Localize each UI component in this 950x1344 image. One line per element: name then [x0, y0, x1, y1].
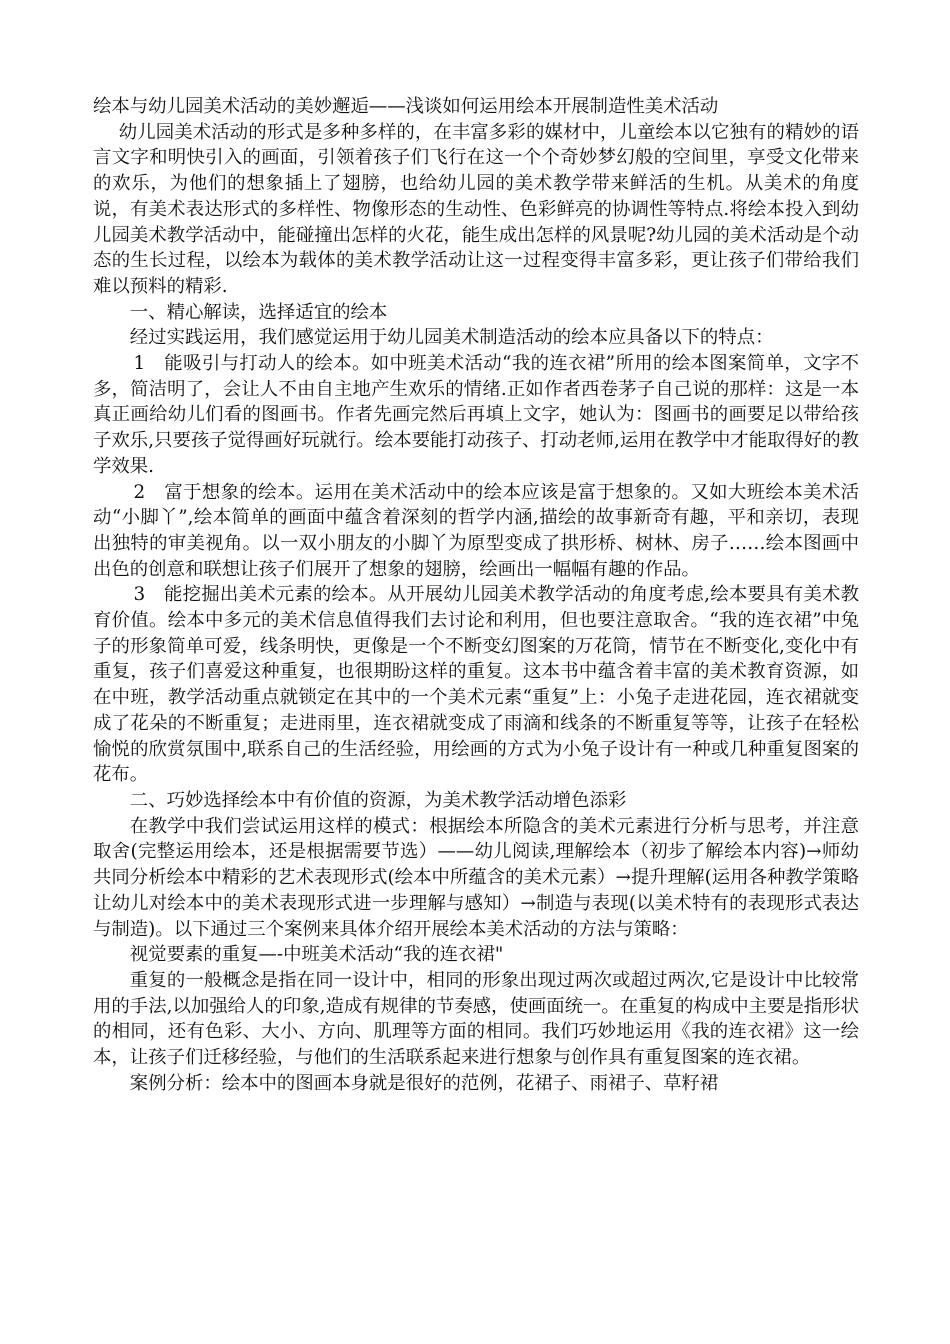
document-page	[93, 94, 859, 1096]
paragraph-point-1: 1 能吸引与打动人的绘本。如中班美术活动“我的连衣裙”所用的绘本图案简单，文字不多，简洁明了，会让人不由自主地产生欢乐的情绪.正如作者西卷茅子自己说的那样：这是一本真正画给幼儿们看的图画书。作者先画完然后再填上文字，她认为：图画书的画要足以带给孩子欢乐,只要孩子觉得画好玩就行。绘本要能打动孩子、打动老师,运用在教学中才能取得好的教学效果.	[93, 353, 859, 477]
paragraph-teaching-model: 在教学中我们尝试运用这样的模式：根据绘本所隐含的美术元素进行分析与思考，并注意取舍(完整运用绘本，还是根据需要节选）——幼儿阅读,理解绘本（初步了解绘本内容)→师幼共同分析绘本中精彩的艺术表现形式(绘本中所蕴含的美术元素）→提升理解(运用各种教学策略让幼儿对绘本中的美术表现形式进一步理解与感知）→制造与表现(以美术特有的表现形式表达与制造)。以下通过三个案例来具体介绍开展绘本美术活动的方法与策略：	[93, 815, 859, 940]
paragraph-features-intro: 经过实践运用，我们感觉运用于幼儿园美术制造活动的绘本应具备以下的特点：	[129, 327, 774, 349]
paragraph-repetition: 重复的一般概念是指在同一设计中，相同的形象出现过两次或超过两次,它是设计中比较常用的手法,以加强给人的印象,造成有规律的节奏感，使画面统一。在重复的构成中主要是指形状的相同，还有色彩、大小、方向、肌理等方面的相同。我们巧妙地运用《我的连衣裙》这一绘本，让孩子们迁移经验，与他们的生活联系起来进行想象与创作具有重复图案的连衣裙。	[93, 969, 859, 1069]
paragraph-intro: 幼儿园美术活动的形式是多种多样的，在丰富多彩的媒材中，儿童绘本以它独有的精妙的语言文字和明快引入的画面，引领着孩子们飞行在这一个个奇妙梦幻般的空间里，享受文化带来的欢乐，为他们的想象插上了翅膀，也给幼儿园的美术教学带来鲜活的生机。从美术的角度说，有美术表达形式的多样性、物像形态的生动性、色彩鲜亮的协调性等特点.将绘本投入到幼儿园美术教学活动中，能碰撞出怎样的火花，能生成出怎样的风景呢?幼儿园的美术活动是个动态的生长过程，以绘本为载体的美术教学活动让这一过程变得丰富多彩，更让孩子们带给我们难以预料的精彩.	[93, 121, 859, 297]
section-heading-2: 二、巧妙选择绘本中有价值的资源，为美术教学活动增色添彩	[129, 789, 627, 811]
paragraph-case-analysis: 案例分析：绘本中的图画本身就是很好的范例，花裙子、雨裙子、草籽裙	[129, 1072, 719, 1094]
document-title: 绘本与幼儿园美术活动的美妙邂逅——浅谈如何运用绘本开展制造性美术活动	[93, 96, 719, 117]
paragraph-point-3: 3 能挖掘出美术元素的绘本。从开展幼儿园美术教学活动的角度考虑,绘本要具有美术教育价值。绘本中多元的美术信息值得我们去讨论和利用，但也要注意取舍。“我的连衣裙”中兔子的形象简单可爱，线条明快，更像是一个不断变幻图案的万花筒，情节在不断变化,变化中有重复，孩子们喜爱这种重复，也很期盼这样的重复。这本书中蕴含着丰富的美术教育资源，如在中班，教学活动重点就锁定在其中的一个美术元素“重复”上：小兔子走进花园，连衣裙就变成了花朵的不断重复；走进雨里，连衣裙就变成了雨滴和线条的不断重复等等，让孩子在轻松愉悦的欣赏氛围中,联系自己的生活经验，用绘画的方式为小兔子设计有一种或几种重复图案的花布。	[93, 584, 859, 786]
case-heading-1: 视觉要素的重复—-中班美术活动“我的连衣裙"	[129, 944, 504, 966]
section-heading-1: 一、精心解读，选择适宜的绘本	[129, 301, 388, 323]
paragraph-point-2: 2 富于想象的绘本。运用在美术活动中的绘本应该是富于想象的。又如大班绘本美术活动“小脚丫”,绘本简单的画面中蕴含着深刻的哲学内涵,描绘的故事新奇有趣，平和亲切，表现出独特的审美视角。以一双小朋友的小脚丫为原型变成了拱形桥、树林、房子……绘本图画中出色的创意和联想让孩子们展开了想象的翅膀，绘画出一幅幅有趣的作品。	[93, 481, 859, 580]
